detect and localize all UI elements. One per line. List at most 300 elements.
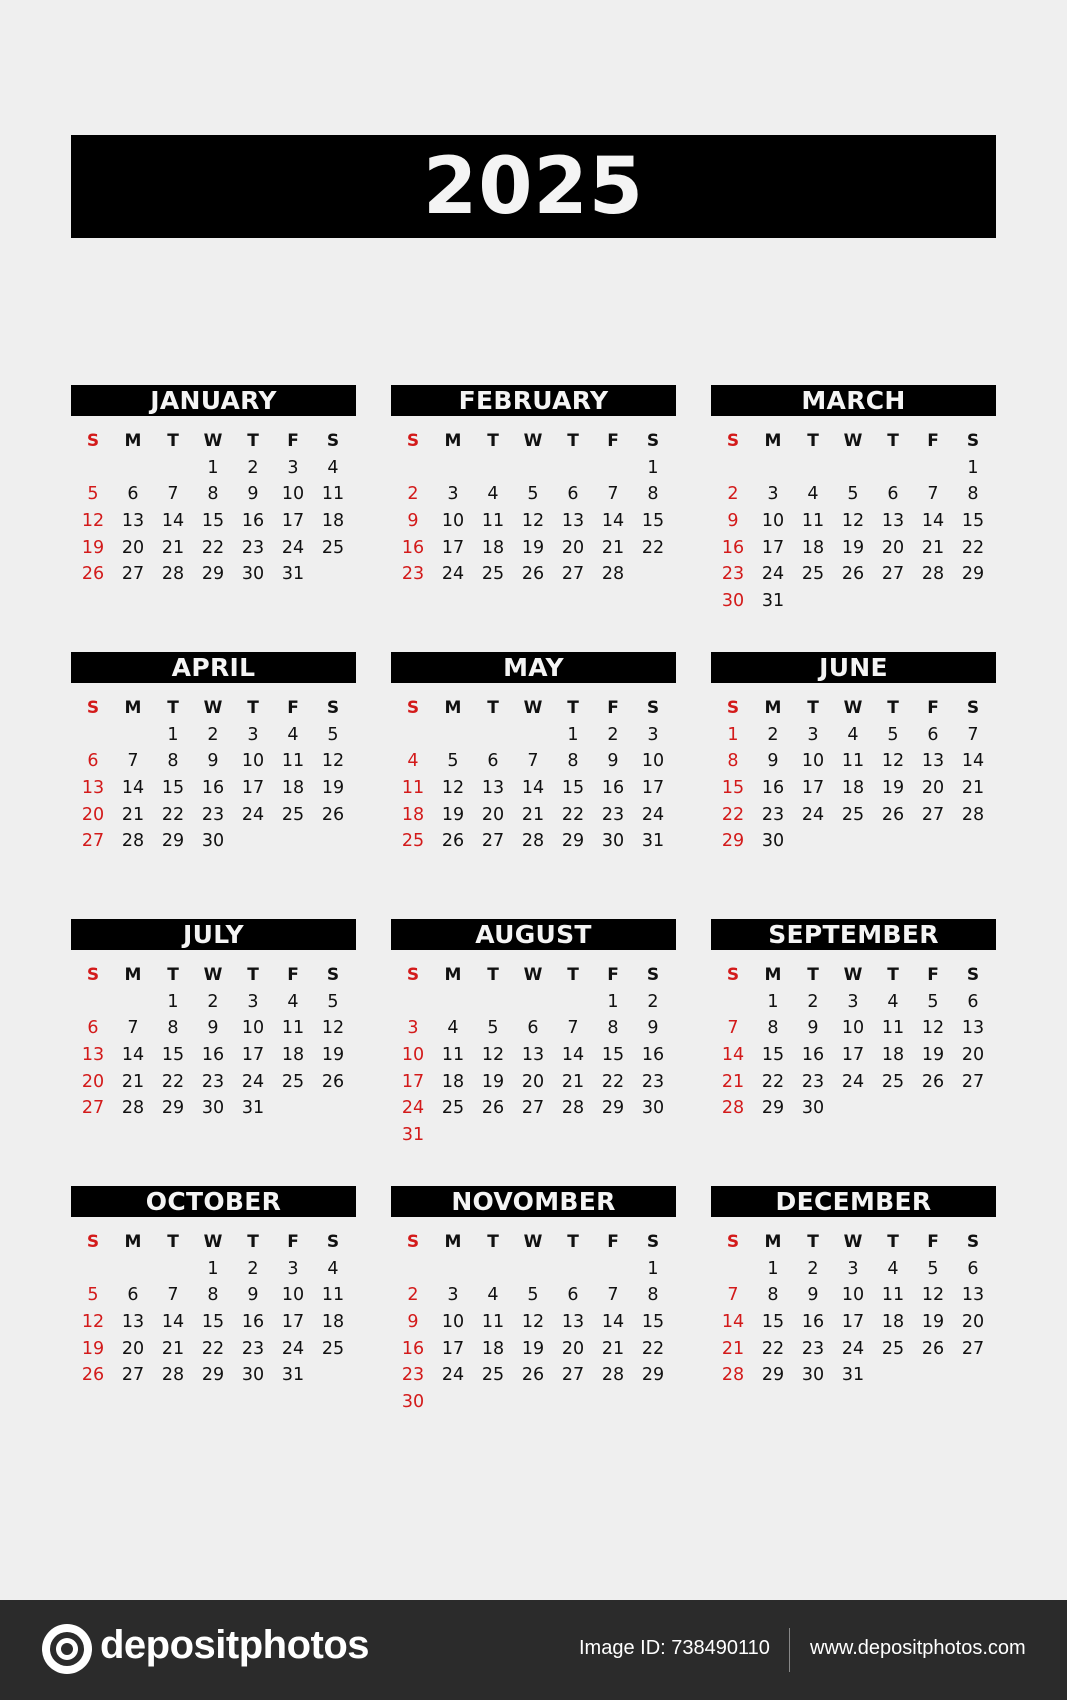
day-cell: 17 bbox=[281, 511, 305, 532]
day-cell: 19 bbox=[481, 1071, 505, 1092]
day-cell: 5 bbox=[327, 991, 339, 1012]
weekday-header: W bbox=[523, 965, 543, 985]
day-cell: 13 bbox=[561, 511, 585, 532]
day-cell: 18 bbox=[841, 778, 865, 799]
day-cell: 6 bbox=[927, 724, 939, 745]
day-cell: 3 bbox=[447, 1285, 459, 1306]
empty-cell bbox=[553, 1256, 593, 1283]
day-cell: 16 bbox=[241, 1312, 265, 1333]
day-cell: 10 bbox=[441, 1312, 465, 1333]
day-cell: 29 bbox=[161, 831, 185, 852]
day-cell: 28 bbox=[961, 804, 985, 825]
empty-cell bbox=[433, 1256, 473, 1283]
month-block-march bbox=[711, 385, 996, 615]
day-cell: 17 bbox=[841, 1312, 865, 1333]
day-cell: 18 bbox=[481, 537, 505, 558]
site-url-link[interactable]: www.depositphotos.com bbox=[810, 1637, 1026, 1659]
day-cell: 9 bbox=[727, 511, 739, 532]
day-cell: 14 bbox=[601, 1312, 625, 1333]
weekday-header: W bbox=[203, 1232, 223, 1252]
day-cell: 12 bbox=[521, 1312, 545, 1333]
weekday-header: T bbox=[167, 698, 179, 718]
day-cell: 20 bbox=[121, 537, 145, 558]
weekday-header: S bbox=[326, 698, 340, 718]
empty-cell bbox=[153, 455, 193, 482]
day-cell: 9 bbox=[407, 511, 419, 532]
day-cell: 14 bbox=[721, 1312, 745, 1333]
weekday-header: F bbox=[287, 431, 299, 451]
day-cell: 2 bbox=[407, 1285, 419, 1306]
weekday-header: S bbox=[726, 431, 740, 451]
day-cell: 13 bbox=[481, 778, 505, 799]
day-cell: 6 bbox=[127, 1285, 139, 1306]
day-cell: 4 bbox=[447, 1018, 459, 1039]
empty-cell bbox=[393, 455, 433, 482]
empty-cell bbox=[473, 455, 513, 482]
day-cell: 6 bbox=[127, 484, 139, 505]
day-cell: 20 bbox=[561, 1338, 585, 1359]
weekday-header: F bbox=[607, 1232, 619, 1252]
weekday-header: W bbox=[843, 698, 863, 718]
weekday-header: M bbox=[444, 965, 462, 985]
day-cell: 25 bbox=[841, 804, 865, 825]
day-cell: 14 bbox=[961, 751, 985, 772]
day-cell: 7 bbox=[727, 1285, 739, 1306]
day-cell: 17 bbox=[281, 1312, 305, 1333]
day-cell: 20 bbox=[881, 537, 905, 558]
weekday-header: T bbox=[807, 1232, 819, 1252]
day-cell: 7 bbox=[607, 484, 619, 505]
day-cell: 4 bbox=[327, 1258, 339, 1279]
weekday-header: S bbox=[726, 965, 740, 985]
day-cell: 26 bbox=[321, 804, 345, 825]
day-cell: 22 bbox=[641, 1338, 665, 1359]
day-cell: 8 bbox=[967, 484, 979, 505]
empty-cell bbox=[73, 989, 113, 1016]
empty-cell bbox=[433, 722, 473, 749]
weekday-header: T bbox=[487, 1232, 499, 1252]
day-cell: 4 bbox=[287, 724, 299, 745]
day-cell: 16 bbox=[201, 778, 225, 799]
weekday-header: S bbox=[966, 1232, 980, 1252]
day-cell: 20 bbox=[481, 804, 505, 825]
day-cell: 13 bbox=[961, 1018, 985, 1039]
day-cell: 27 bbox=[121, 564, 145, 585]
day-cell: 11 bbox=[881, 1018, 905, 1039]
day-cell: 25 bbox=[481, 564, 505, 585]
day-cell: 8 bbox=[167, 751, 179, 772]
day-cell: 23 bbox=[241, 537, 265, 558]
day-cell: 30 bbox=[801, 1098, 825, 1119]
day-cell: 15 bbox=[161, 778, 185, 799]
empty-cell bbox=[113, 455, 153, 482]
camera-lens-icon bbox=[40, 1622, 94, 1676]
day-cell: 6 bbox=[487, 751, 499, 772]
weekday-header: S bbox=[86, 431, 100, 451]
day-cell: 15 bbox=[201, 511, 225, 532]
day-cell: 28 bbox=[121, 831, 145, 852]
weekday-header: T bbox=[807, 965, 819, 985]
day-cell: 8 bbox=[167, 1018, 179, 1039]
day-cell: 11 bbox=[321, 484, 345, 505]
weekday-header: W bbox=[203, 431, 223, 451]
day-grid bbox=[713, 962, 996, 1122]
day-cell: 9 bbox=[247, 1285, 259, 1306]
day-cell: 1 bbox=[767, 991, 779, 1012]
month-title: JANUARY bbox=[71, 385, 356, 416]
day-cell: 18 bbox=[881, 1312, 905, 1333]
day-cell: 14 bbox=[121, 1045, 145, 1066]
day-cell: 1 bbox=[207, 1258, 219, 1279]
day-cell: 10 bbox=[841, 1285, 865, 1306]
empty-cell bbox=[393, 989, 433, 1016]
day-cell: 8 bbox=[767, 1285, 779, 1306]
day-cell: 26 bbox=[81, 564, 105, 585]
weekday-header: T bbox=[807, 431, 819, 451]
weekday-header: T bbox=[887, 965, 899, 985]
day-cell: 7 bbox=[167, 1285, 179, 1306]
day-cell: 21 bbox=[601, 1338, 625, 1359]
footer-divider bbox=[789, 1628, 790, 1672]
day-cell: 20 bbox=[961, 1312, 985, 1333]
day-cell: 28 bbox=[601, 564, 625, 585]
day-cell: 8 bbox=[647, 1285, 659, 1306]
empty-cell bbox=[513, 722, 553, 749]
day-cell: 6 bbox=[527, 1018, 539, 1039]
day-cell: 29 bbox=[641, 1365, 665, 1386]
weekday-header: T bbox=[247, 698, 259, 718]
weekday-header: M bbox=[444, 431, 462, 451]
day-cell: 4 bbox=[487, 484, 499, 505]
day-cell: 30 bbox=[201, 1098, 225, 1119]
day-cell: 19 bbox=[521, 1338, 545, 1359]
day-cell: 1 bbox=[207, 457, 219, 478]
day-cell: 23 bbox=[241, 1338, 265, 1359]
weekday-header: W bbox=[203, 698, 223, 718]
day-cell: 8 bbox=[607, 1018, 619, 1039]
day-grid bbox=[73, 695, 356, 855]
weekday-header: W bbox=[203, 965, 223, 985]
day-cell: 29 bbox=[201, 1365, 225, 1386]
day-grid bbox=[713, 695, 996, 855]
day-cell: 11 bbox=[481, 511, 505, 532]
day-cell: 26 bbox=[521, 1365, 545, 1386]
day-cell: 1 bbox=[967, 457, 979, 478]
day-cell: 12 bbox=[441, 778, 465, 799]
day-cell: 23 bbox=[201, 1071, 225, 1092]
weekday-header: M bbox=[764, 698, 782, 718]
day-cell: 6 bbox=[87, 751, 99, 772]
empty-cell bbox=[473, 722, 513, 749]
day-cell: 28 bbox=[161, 1365, 185, 1386]
weekday-header: T bbox=[247, 1232, 259, 1252]
month-block-june bbox=[711, 652, 996, 855]
day-cell: 2 bbox=[807, 991, 819, 1012]
weekday-header: S bbox=[646, 965, 660, 985]
day-cell: 21 bbox=[521, 804, 545, 825]
day-cell: 16 bbox=[401, 537, 425, 558]
weekday-header: T bbox=[807, 698, 819, 718]
day-cell: 13 bbox=[121, 511, 145, 532]
empty-cell bbox=[433, 989, 473, 1016]
day-cell: 23 bbox=[401, 564, 425, 585]
weekday-header: T bbox=[887, 431, 899, 451]
day-cell: 16 bbox=[801, 1312, 825, 1333]
day-cell: 10 bbox=[441, 511, 465, 532]
day-cell: 26 bbox=[841, 564, 865, 585]
day-cell: 3 bbox=[447, 484, 459, 505]
day-cell: 22 bbox=[201, 1338, 225, 1359]
day-cell: 19 bbox=[921, 1312, 945, 1333]
day-cell: 14 bbox=[601, 511, 625, 532]
day-cell: 11 bbox=[441, 1045, 465, 1066]
weekday-header: F bbox=[607, 431, 619, 451]
empty-cell bbox=[393, 1256, 433, 1283]
day-cell: 13 bbox=[521, 1045, 545, 1066]
day-cell: 6 bbox=[967, 991, 979, 1012]
day-cell: 12 bbox=[321, 1018, 345, 1039]
day-cell: 8 bbox=[207, 1285, 219, 1306]
day-cell: 17 bbox=[241, 778, 265, 799]
day-cell: 8 bbox=[727, 751, 739, 772]
day-cell: 9 bbox=[247, 484, 259, 505]
day-cell: 13 bbox=[881, 511, 905, 532]
day-cell: 22 bbox=[601, 1071, 625, 1092]
day-cell: 1 bbox=[167, 991, 179, 1012]
day-cell: 4 bbox=[487, 1285, 499, 1306]
day-cell: 23 bbox=[801, 1338, 825, 1359]
empty-cell bbox=[73, 455, 113, 482]
day-cell: 5 bbox=[927, 991, 939, 1012]
weekday-header: W bbox=[523, 1232, 543, 1252]
day-cell: 16 bbox=[601, 778, 625, 799]
day-cell: 7 bbox=[127, 751, 139, 772]
day-cell: 21 bbox=[161, 1338, 185, 1359]
day-cell: 26 bbox=[521, 564, 545, 585]
day-cell: 9 bbox=[207, 751, 219, 772]
day-cell: 7 bbox=[127, 1018, 139, 1039]
day-cell: 31 bbox=[281, 1365, 305, 1386]
weekday-header: T bbox=[487, 965, 499, 985]
day-cell: 3 bbox=[847, 1258, 859, 1279]
day-cell: 3 bbox=[807, 724, 819, 745]
day-cell: 22 bbox=[961, 537, 985, 558]
weekday-header: M bbox=[124, 431, 142, 451]
month-block-december bbox=[711, 1186, 996, 1389]
day-cell: 17 bbox=[441, 537, 465, 558]
weekday-header: W bbox=[523, 698, 543, 718]
weekday-header: S bbox=[326, 965, 340, 985]
day-cell: 1 bbox=[647, 457, 659, 478]
day-cell: 21 bbox=[921, 537, 945, 558]
day-cell: 12 bbox=[921, 1285, 945, 1306]
day-cell: 13 bbox=[921, 751, 945, 772]
weekday-header: M bbox=[124, 1232, 142, 1252]
day-cell: 30 bbox=[721, 591, 745, 612]
day-cell: 1 bbox=[167, 724, 179, 745]
empty-cell bbox=[153, 1256, 193, 1283]
day-cell: 20 bbox=[81, 804, 105, 825]
month-title: MARCH bbox=[711, 385, 996, 416]
day-cell: 12 bbox=[881, 751, 905, 772]
day-cell: 19 bbox=[321, 1045, 345, 1066]
day-cell: 13 bbox=[81, 1045, 105, 1066]
day-cell: 10 bbox=[281, 1285, 305, 1306]
day-cell: 15 bbox=[721, 778, 745, 799]
day-cell: 19 bbox=[321, 778, 345, 799]
day-cell: 3 bbox=[247, 724, 259, 745]
month-title: DECEMBER bbox=[711, 1186, 996, 1217]
day-cell: 29 bbox=[961, 564, 985, 585]
day-cell: 6 bbox=[967, 1258, 979, 1279]
weekday-header: M bbox=[444, 1232, 462, 1252]
day-cell: 15 bbox=[761, 1045, 785, 1066]
month-block-february bbox=[391, 385, 676, 588]
day-cell: 14 bbox=[721, 1045, 745, 1066]
day-cell: 11 bbox=[841, 751, 865, 772]
weekday-header: F bbox=[287, 965, 299, 985]
day-cell: 19 bbox=[81, 537, 105, 558]
day-cell: 15 bbox=[561, 778, 585, 799]
day-cell: 4 bbox=[847, 724, 859, 745]
day-cell: 14 bbox=[921, 511, 945, 532]
day-cell: 1 bbox=[567, 724, 579, 745]
day-cell: 16 bbox=[761, 778, 785, 799]
image-id-label: Image ID: 738490110 bbox=[579, 1637, 770, 1659]
weekday-header: T bbox=[487, 431, 499, 451]
month-block-novomber bbox=[391, 1186, 676, 1416]
day-cell: 11 bbox=[321, 1285, 345, 1306]
day-cell: 10 bbox=[761, 511, 785, 532]
day-cell: 28 bbox=[921, 564, 945, 585]
day-cell: 22 bbox=[161, 1071, 185, 1092]
day-cell: 18 bbox=[441, 1071, 465, 1092]
day-cell: 28 bbox=[121, 1098, 145, 1119]
day-grid bbox=[73, 962, 356, 1122]
day-cell: 19 bbox=[881, 778, 905, 799]
weekday-header: F bbox=[287, 698, 299, 718]
day-cell: 7 bbox=[727, 1018, 739, 1039]
day-cell: 14 bbox=[161, 1312, 185, 1333]
day-grid bbox=[713, 428, 996, 615]
day-cell: 24 bbox=[281, 1338, 305, 1359]
weekday-header: M bbox=[764, 1232, 782, 1252]
day-cell: 27 bbox=[921, 804, 945, 825]
weekday-header: M bbox=[764, 431, 782, 451]
day-cell: 8 bbox=[207, 484, 219, 505]
day-cell: 18 bbox=[281, 1045, 305, 1066]
day-cell: 3 bbox=[767, 484, 779, 505]
month-block-september bbox=[711, 919, 996, 1122]
day-cell: 1 bbox=[727, 724, 739, 745]
empty-cell bbox=[593, 455, 633, 482]
day-cell: 19 bbox=[81, 1338, 105, 1359]
day-cell: 27 bbox=[521, 1098, 545, 1119]
day-cell: 4 bbox=[287, 991, 299, 1012]
weekday-header: W bbox=[843, 1232, 863, 1252]
month-block-october bbox=[71, 1186, 356, 1389]
day-cell: 27 bbox=[561, 564, 585, 585]
day-cell: 23 bbox=[761, 804, 785, 825]
day-grid bbox=[393, 695, 676, 855]
day-cell: 28 bbox=[721, 1098, 745, 1119]
day-cell: 27 bbox=[81, 1098, 105, 1119]
day-cell: 2 bbox=[767, 724, 779, 745]
day-cell: 30 bbox=[241, 564, 265, 585]
day-cell: 3 bbox=[847, 991, 859, 1012]
empty-cell bbox=[713, 455, 753, 482]
empty-cell bbox=[753, 455, 793, 482]
day-cell: 10 bbox=[841, 1018, 865, 1039]
empty-cell bbox=[713, 1256, 753, 1283]
day-cell: 2 bbox=[647, 991, 659, 1012]
day-cell: 20 bbox=[521, 1071, 545, 1092]
day-cell: 9 bbox=[807, 1018, 819, 1039]
day-cell: 24 bbox=[841, 1071, 865, 1092]
day-cell: 12 bbox=[841, 511, 865, 532]
weekday-header: S bbox=[406, 1232, 420, 1252]
day-cell: 24 bbox=[401, 1098, 425, 1119]
day-cell: 15 bbox=[201, 1312, 225, 1333]
weekday-header: T bbox=[247, 431, 259, 451]
day-cell: 7 bbox=[607, 1285, 619, 1306]
day-cell: 9 bbox=[607, 751, 619, 772]
day-cell: 24 bbox=[801, 804, 825, 825]
day-cell: 4 bbox=[807, 484, 819, 505]
day-cell: 29 bbox=[721, 831, 745, 852]
day-cell: 2 bbox=[207, 991, 219, 1012]
day-cell: 16 bbox=[641, 1045, 665, 1066]
day-cell: 4 bbox=[887, 991, 899, 1012]
day-cell: 1 bbox=[647, 1258, 659, 1279]
weekday-header: T bbox=[247, 965, 259, 985]
day-cell: 25 bbox=[481, 1365, 505, 1386]
weekday-header: S bbox=[966, 431, 980, 451]
day-cell: 20 bbox=[921, 778, 945, 799]
weekday-header: F bbox=[927, 1232, 939, 1252]
day-cell: 28 bbox=[561, 1098, 585, 1119]
day-cell: 24 bbox=[841, 1338, 865, 1359]
day-cell: 8 bbox=[567, 751, 579, 772]
month-title: SEPTEMBER bbox=[711, 919, 996, 950]
day-cell: 25 bbox=[441, 1098, 465, 1119]
weekday-header: M bbox=[444, 698, 462, 718]
day-cell: 22 bbox=[641, 537, 665, 558]
empty-cell bbox=[913, 455, 953, 482]
day-cell: 24 bbox=[241, 1071, 265, 1092]
day-cell: 17 bbox=[441, 1338, 465, 1359]
day-cell: 30 bbox=[761, 831, 785, 852]
day-cell: 12 bbox=[481, 1045, 505, 1066]
watermark-footer bbox=[0, 1600, 1067, 1700]
day-cell: 25 bbox=[401, 831, 425, 852]
day-cell: 25 bbox=[801, 564, 825, 585]
weekday-header: W bbox=[843, 965, 863, 985]
weekday-header: S bbox=[646, 698, 660, 718]
day-cell: 15 bbox=[641, 511, 665, 532]
weekday-header: S bbox=[406, 698, 420, 718]
day-cell: 23 bbox=[641, 1071, 665, 1092]
day-cell: 20 bbox=[561, 537, 585, 558]
day-cell: 18 bbox=[321, 1312, 345, 1333]
weekday-header: F bbox=[607, 965, 619, 985]
day-cell: 31 bbox=[281, 564, 305, 585]
day-cell: 19 bbox=[841, 537, 865, 558]
day-cell: 12 bbox=[921, 1018, 945, 1039]
weekday-header: S bbox=[406, 431, 420, 451]
day-cell: 22 bbox=[761, 1338, 785, 1359]
day-cell: 21 bbox=[721, 1071, 745, 1092]
